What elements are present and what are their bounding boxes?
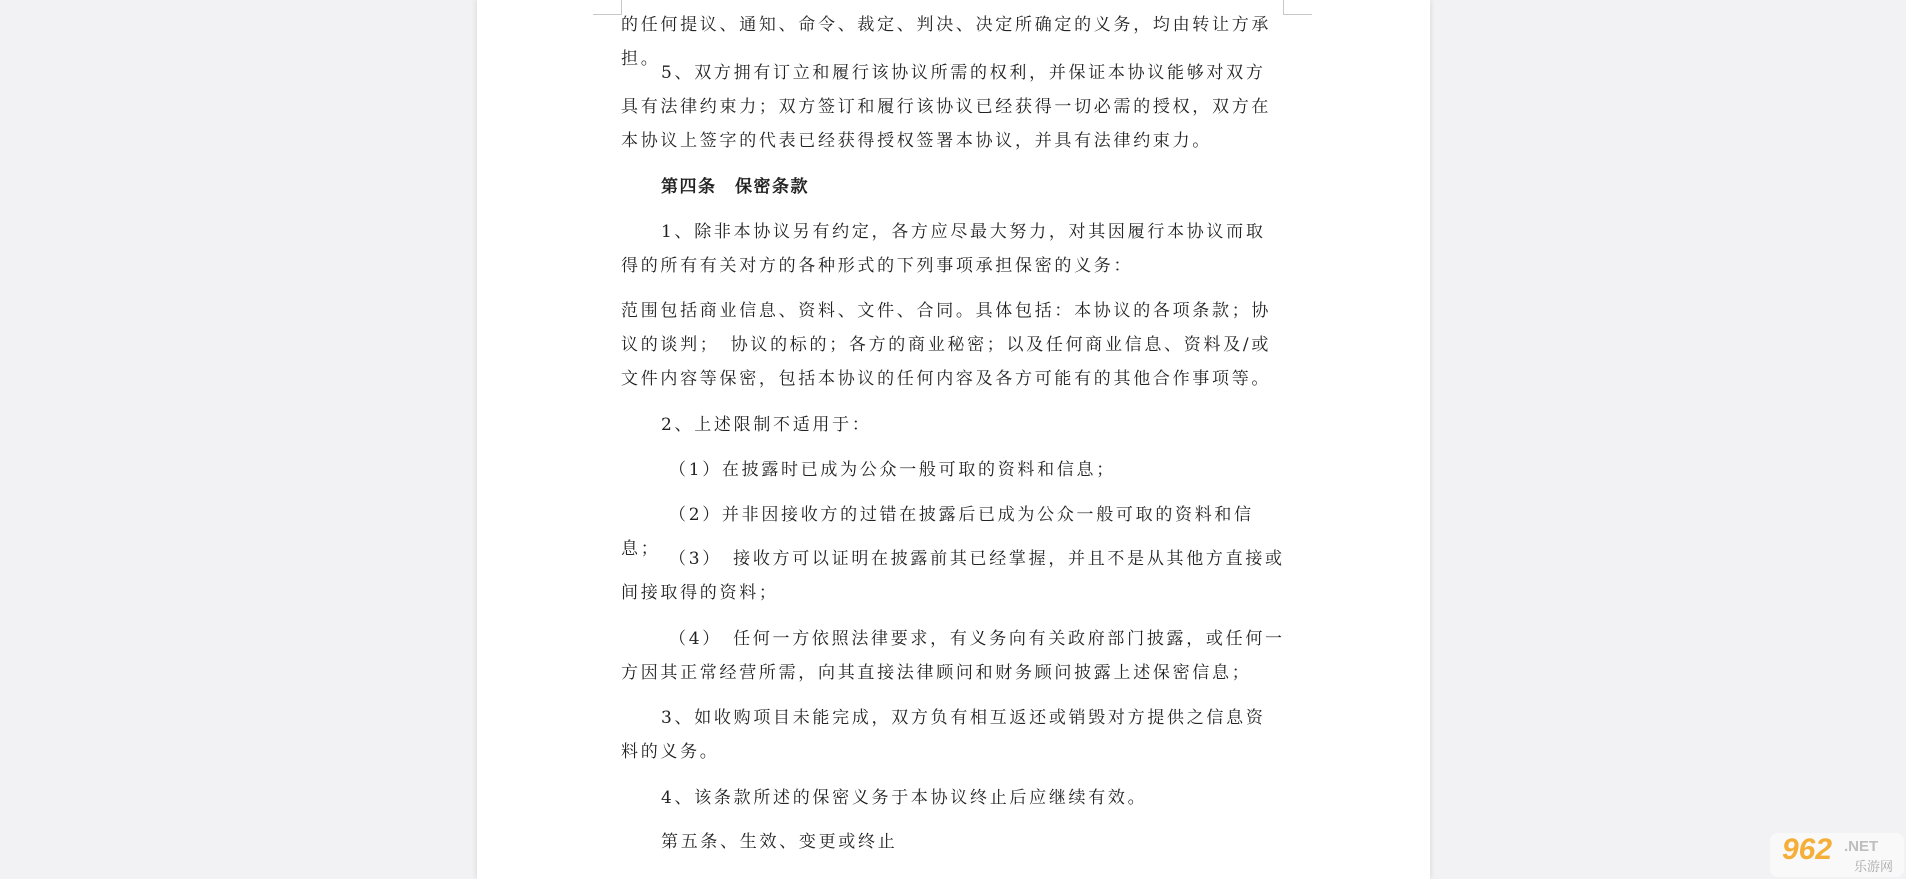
site-watermark-logo bbox=[1768, 829, 1906, 879]
svg-text:.NET: .NET bbox=[1844, 838, 1879, 855]
page-corner-mark-left bbox=[593, 0, 622, 15]
paragraph-clause-5: 5、双方拥有订立和履行该协议所需的权利，并保证本协议能够对双方具有法律约束力；双方签订和履行该协议已经获得一切必需的授权，双方在本协议上签字的代表已经获得授权签署本协议，并具有法律约束力。 bbox=[621, 63, 1272, 151]
article-4-heading: 第四条 保密条款 bbox=[661, 177, 809, 197]
watermark-logo-graphic bbox=[1768, 829, 1906, 879]
exception-item-3: （3） 接收方可以证明在披露前其已经掌握，并且不是从其他方直接或间接取得的资料； bbox=[621, 549, 1285, 603]
paragraph-confidentiality-1: 1、除非本协议另有约定，各方应尽最大努力，对其因履行本协议而取得的所有有关对方的各种形式的下列事项承担保密的义务： bbox=[621, 222, 1266, 276]
page-corner-mark-right bbox=[1283, 0, 1312, 15]
exception-item-1: （1）在披露时已成为公众一般可取的资料和信息； bbox=[669, 460, 1116, 480]
exception-item-4: （4） 任何一方依照法律要求，有义务向有关政府部门披露，或任何一方因其正常经营所需，向其直接法律顾问和财务顾问披露上述保密信息； bbox=[621, 629, 1285, 683]
exception-item-2: （2）并非因接收方的过错在披露后已成为公众一般可取的资料和信息； bbox=[621, 505, 1254, 559]
document-page bbox=[477, 0, 1430, 879]
paragraph-exceptions-intro: 2、上述限制不适用于： bbox=[661, 415, 872, 435]
paragraph-confidentiality-4: 4、该条款所述的保密义务于本协议终止后应继续有效。 bbox=[661, 788, 1148, 808]
paragraph-confidentiality-scope: 范围包括商业信息、资料、文件、合同。具体包括：本协议的各项条款；协议的谈判； 协议的标的；各方的商业秘密；以及任何商业信息、资料及/或文件内容等保密，包括本协议的任何内容及各方可能有的其他合作事项等。 bbox=[621, 301, 1272, 389]
article-5-heading: 第五条、生效、变更或终止 bbox=[661, 832, 898, 852]
svg-text:962: 962 bbox=[1782, 833, 1833, 866]
svg-text:乐游网: 乐游网 bbox=[1854, 860, 1894, 875]
paragraph-confidentiality-3: 3、如收购项目未能完成，双方负有相互返还或销毁对方提供之信息资料的义务。 bbox=[621, 708, 1266, 762]
paragraph-continuation: 的任何提议、通知、命令、裁定、判决、决定所确定的义务，均由转让方承担。 bbox=[621, 15, 1272, 69]
